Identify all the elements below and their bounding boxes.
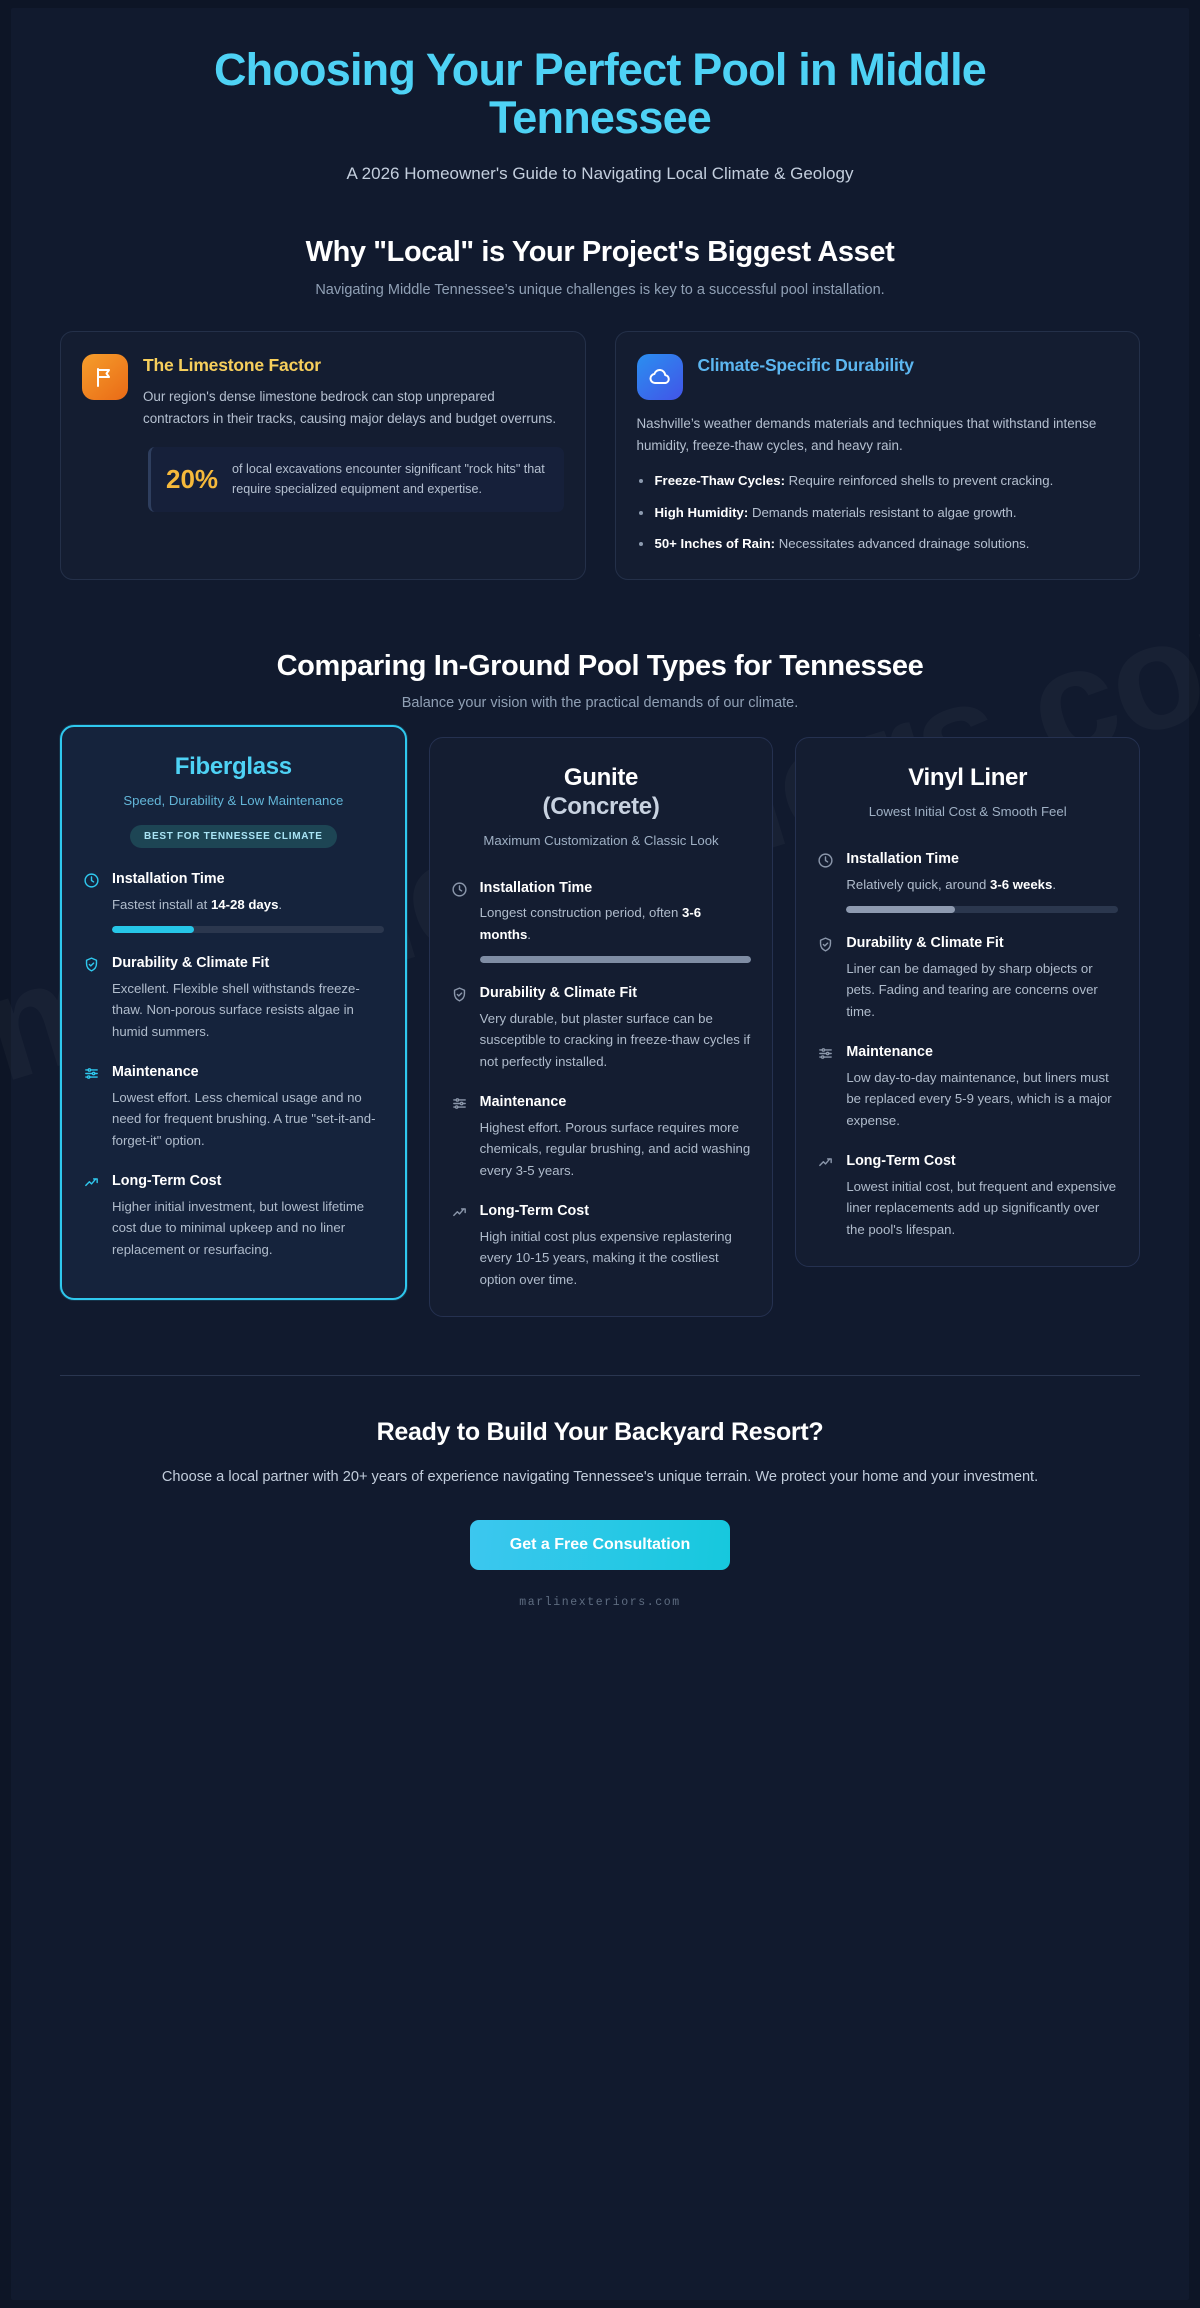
feature-description: High initial cost plus expensive replastering every 10-15 years, making it the costliest option over time. (479, 1228, 732, 1287)
feature-title: Installation Time (479, 879, 593, 896)
pool-card-title: Vinyl Liner (908, 764, 1028, 792)
pool-card-title-line1: Gunite (563, 764, 639, 792)
feature-description: Lowest effort. Less chemical usage and no need for frequent brushing. A true "set-it-and-forget-it" option. (112, 1089, 376, 1148)
pool-card-vinyl-liner[interactable] (795, 737, 1140, 1267)
feature-card-group (60, 331, 1140, 580)
feature-installation-time (83, 870, 384, 933)
bullet-text: Demands materials resistant to algae growth. (748, 504, 1017, 520)
clock-icon (451, 881, 468, 898)
pool-card-gunite[interactable] (429, 737, 774, 1317)
desc-bold: 14-28 days (210, 896, 279, 912)
feature-title: Installation Time (112, 870, 225, 887)
feature-title: Long-Term Cost (846, 1152, 956, 1169)
pool-card-title: Fiberglass (174, 753, 292, 781)
clock-icon (83, 872, 100, 889)
feature-durability (83, 954, 384, 1042)
pool-card-title (451, 764, 752, 822)
feature-long-term-cost (451, 1202, 752, 1290)
desc-bold: 3-6 weeks (990, 876, 1053, 892)
feature-description (112, 894, 384, 915)
feature-title: Maintenance (112, 1063, 199, 1080)
bullet-label: 50+ Inches of Rain: (654, 536, 776, 552)
limestone-card (60, 331, 586, 580)
feature-title: Durability & Climate Fit (846, 934, 1004, 951)
local-section-header (60, 236, 1140, 298)
footer-paragraph: Choose a local partner with 20+ years of experience navigating Tennessee's unique terrain. We protect your home and your investment. (161, 1469, 1039, 1486)
feature-description: Lowest initial cost, but frequent and expensive liner replacements add up significantly over the pool's lifespan. (846, 1178, 1117, 1237)
site-name: marlinexteriors.com (519, 1595, 681, 1609)
pool-card-subtitle: Lowest Initial Cost & Smooth Feel (868, 803, 1067, 819)
feature-maintenance (451, 1093, 752, 1181)
feature-long-term-cost (817, 1152, 1118, 1240)
cloud-icon (637, 354, 683, 400)
status-badge: BEST FOR TENNESSEE CLIMATE (130, 825, 337, 848)
bullet-text: Require reinforced shells to prevent cracking. (784, 472, 1054, 488)
compare-section-heading: Comparing In-Ground Pool Types for Tennessee (276, 650, 924, 683)
feature-description: Low day-to-day maintenance, but liners must be replaced every 5-9 years, which is a major expense. (846, 1069, 1112, 1128)
desc-pre: Longest construction period, often (479, 905, 683, 921)
pool-feature-list (451, 879, 752, 1291)
footer-heading: Ready to Build Your Backyard Resort? (376, 1418, 824, 1447)
feature-title: Maintenance (846, 1043, 933, 1060)
feature-durability (451, 984, 752, 1072)
compare-section-header (60, 650, 1140, 711)
shield-check-icon (451, 986, 468, 1003)
bullet-label: Freeze-Thaw Cycles: (654, 472, 785, 488)
feature-title: Durability & Climate Fit (112, 954, 270, 971)
trending-up-icon (83, 1174, 100, 1191)
get-free-consultation-button[interactable]: Get a Free Consultation (470, 1520, 730, 1570)
limestone-stat-value: 20% (166, 464, 219, 494)
pool-feature-list (83, 870, 384, 1260)
desc-bold: 3-6 months (479, 905, 702, 942)
feature-long-term-cost (83, 1172, 384, 1260)
desc-pre: Fastest install at (112, 896, 211, 912)
feature-title: Long-Term Cost (479, 1203, 590, 1220)
feature-installation-time (451, 879, 752, 964)
installation-time-bar (846, 906, 1118, 913)
limestone-card-title: The Limestone Factor (143, 355, 321, 376)
feature-maintenance (817, 1043, 1118, 1131)
local-section-subheading: Navigating Middle Tennessee’s unique challenges is key to a successful pool installation. (315, 282, 885, 299)
climate-bullet-list (637, 471, 1119, 555)
feature-description (480, 902, 752, 945)
feature-description: Liner can be damaged by sharp objects or pets. Fading and tearing are concerns over time. (846, 960, 1098, 1019)
list-item (637, 534, 1119, 555)
climate-card-description: Nashville’s weather demands materials and techniques that withstand intense humidity, freeze-thaw cycles, and heavy rain. (636, 416, 1097, 454)
shield-check-icon (83, 956, 100, 973)
feature-title: Durability & Climate Fit (479, 985, 637, 1002)
list-item (637, 503, 1119, 524)
limestone-stat-text: of local excavations encounter significant "rock hits" that require specialized equipment and expertise. (232, 462, 545, 496)
hero-section (60, 0, 1140, 184)
feature-title: Installation Time (846, 850, 959, 867)
local-section-heading: Why "Local" is Your Project's Biggest Asset (305, 236, 895, 269)
desc-pre: Relatively quick, around (846, 876, 991, 892)
climate-card-title: Climate-Specific Durability (697, 355, 914, 376)
bullet-label: High Humidity: (654, 504, 749, 520)
pool-type-card-group (60, 737, 1140, 1317)
pool-feature-list (817, 850, 1118, 1240)
installation-time-bar (480, 956, 752, 963)
limestone-card-description: Our region's dense limestone bedrock can stop unprepared contractors in their tracks, causing major delays and budget overruns. (143, 388, 557, 426)
feature-maintenance (83, 1063, 384, 1151)
list-item (637, 471, 1119, 492)
trending-up-icon (817, 1154, 834, 1171)
feature-description (846, 874, 1118, 895)
pool-card-subtitle: Speed, Durability & Low Maintenance (123, 792, 344, 808)
feature-description: Highest effort. Porous surface requires more chemicals, regular brushing, and acid washing every 3-5 years. (479, 1119, 751, 1178)
flag-icon (82, 354, 128, 400)
feature-description: Very durable, but plaster surface can be susceptible to cracking in freeze-thaw cycles if not perfectly installed. (479, 1010, 751, 1069)
shield-check-icon (817, 936, 834, 953)
installation-time-bar (112, 926, 384, 933)
feature-installation-time (817, 850, 1118, 913)
desc-post: . (278, 896, 283, 912)
limestone-stat-box (148, 447, 564, 511)
desc-post: . (1052, 876, 1057, 892)
pool-card-subtitle: Maximum Customization & Classic Look (483, 832, 719, 848)
pool-card-fiberglass[interactable] (60, 725, 407, 1300)
feature-title: Long-Term Cost (112, 1172, 222, 1189)
feature-description: Higher initial investment, but lowest lifetime cost due to minimal upkeep and no liner replacement or resurfacing. (112, 1198, 365, 1257)
sliders-icon (83, 1065, 100, 1082)
desc-post: . (527, 926, 531, 942)
page-title: Choosing Your Perfect Pool in Middle Tennessee (213, 44, 987, 144)
feature-description: Excellent. Flexible shell withstands freeze-thaw. Non-porous surface resists algae in humid summers. (112, 980, 360, 1039)
trending-up-icon (451, 1204, 468, 1221)
compare-section-subheading: Balance your vision with the practical demands of our climate. (401, 695, 799, 712)
climate-card (615, 331, 1141, 580)
feature-durability (817, 934, 1118, 1022)
footer-section (60, 1376, 1140, 1651)
sliders-icon (817, 1045, 834, 1062)
pool-card-title-line2: (Concrete) (542, 792, 660, 820)
hero-subtitle: A 2026 Homeowner's Guide to Navigating Local Climate & Geology (346, 164, 854, 184)
bullet-text: Necessitates advanced drainage solutions. (775, 536, 1030, 552)
sliders-icon (451, 1095, 468, 1112)
clock-icon (817, 852, 834, 869)
feature-title: Maintenance (479, 1094, 567, 1111)
